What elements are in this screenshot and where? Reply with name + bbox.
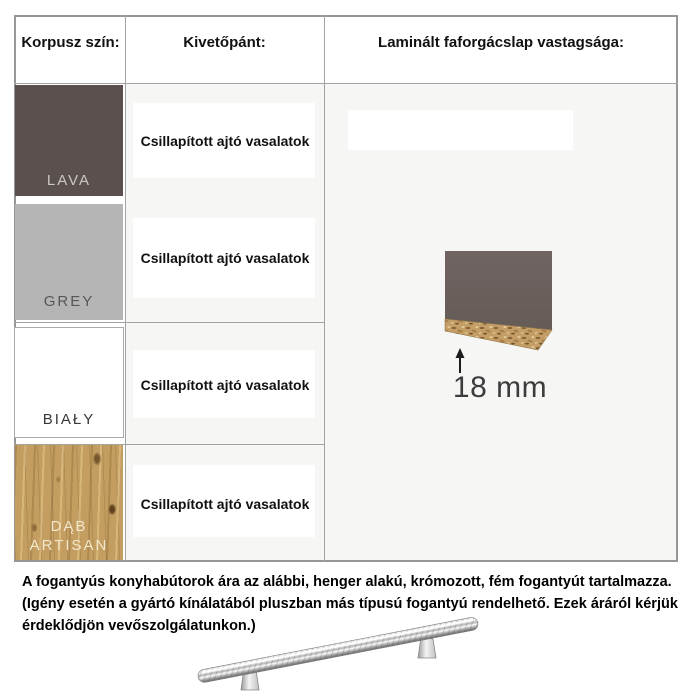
swatch-label: GREY	[43, 293, 95, 310]
swatch-label: DĄB ARTISAN	[29, 518, 109, 554]
grid-line	[125, 15, 126, 562]
handle-illustration	[185, 612, 497, 700]
chipboard-illustration	[437, 245, 567, 355]
footer-note-line: A fogantyús konyhabútorok ára az alábbi, henger alakú, krómozott, fém fogantyút tartalmazza.	[22, 574, 672, 590]
footer-note-line: érdeklődjön vevőszolgálatunkon.)	[22, 618, 256, 634]
laminate-face	[445, 251, 552, 330]
swatch-lava	[15, 85, 123, 196]
grid-line	[324, 15, 325, 562]
swatch-grey	[15, 204, 123, 320]
hinge-cell-text: Csillapított ajtó vasalatok	[140, 377, 310, 393]
header-cell-thickness: Laminált faforgácslap vastagsága:	[378, 34, 624, 51]
swatch-bialy	[14, 327, 124, 438]
header-cell-corpus-color: Korpusz szín:	[21, 34, 120, 51]
swatch-label: LAVA	[46, 172, 92, 189]
swatch-label: BIAŁY	[42, 411, 96, 428]
header-cell-hinge: Kivetőpánt:	[183, 34, 266, 51]
swatch-dab-artisan	[15, 445, 123, 560]
hinge-cell-text: Csillapított ajtó vasalatok	[140, 496, 310, 512]
thickness-value: 18 mm	[452, 371, 548, 404]
footer-note-line: (Igény esetén a gyártó kínálatából pluszban más típusú fogantyú rendelhető. Ezek áráról kérjük	[22, 596, 678, 612]
grid-line	[14, 322, 325, 323]
handle-bar	[197, 616, 479, 683]
hinge-cell-text: Csillapított ajtó vasalatok	[140, 250, 310, 266]
grid-line	[14, 83, 678, 84]
hinge-cell-text: Csillapított ajtó vasalatok	[140, 133, 310, 149]
